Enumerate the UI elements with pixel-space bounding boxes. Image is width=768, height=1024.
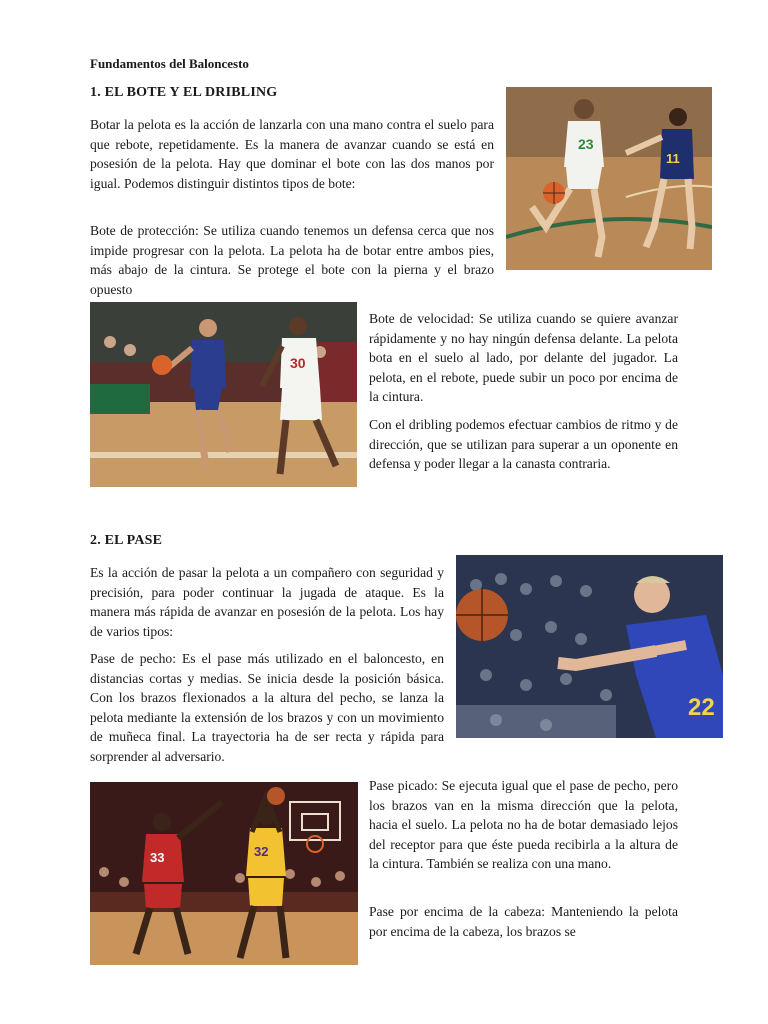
photo-women-dribbling [506,87,712,270]
jersey-number-33: 33 [150,850,165,865]
paragraph-pase-pecho: Pase de pecho: Es el pase más utilizado en el baloncesto, en distancias cortas y medias. Se inicia desde la posición básica. Con los brazos flexionados a la altura del pecho, se lanza la pelota mediante la extensión de los brazos y con un movimiento de muñeca final. La trayectoria ha de ser recta y rápida para sorprender al adversario. [90,651,444,764]
paragraph-pase-intro: Es la acción de pasar la pelota a un compañero con seguridad y precisión, para poder continuar la jugada de ataque. Es la manera más rápida de avanzar en posesión de la pelota. Los hay de varios tipos: [90,565,444,639]
jersey-number-30: 30 [290,355,306,371]
section-heading-bote: 1. EL BOTE Y EL DRIBLING [90,85,278,100]
section-heading-pase: 2. EL PASE [90,533,163,548]
jersey-number-23: 23 [578,136,594,152]
photo-overhead-pass [90,782,358,965]
paragraph-bote-proteccion: Bote de protección: Se utiliza cuando tenemos un defensa cerca que nos impide progresar con la pelota. La pelota ha de botar entre ambos pies, más abajo de la cintura. Se protege el bote con la pierna y el brazo opuesto [90,223,494,297]
jersey-number-22: 22 [688,694,715,721]
document-title: Fundamentos del Baloncesto [90,56,249,71]
paragraph-pase-cabeza: Pase por encima de la cabeza: Manteniendo la pelota por encima de la cabeza, los brazos se [369,904,678,939]
paragraph-pase-picado: Pase picado: Se ejecuta igual que el pase de pecho, pero los brazos van en la misma dirección que la pelota, hacia el suelo. La pelota no ha de botar demasiado lejos del receptor para que éste pueda recibirla a la altura de la cintura. También se realiza con una mano. [369,778,678,872]
paragraph-bote-velocidad: Bote de velocidad: Se utiliza cuando se quiere avanzar rápidamente y no hay ningún defensa delante. La pelota bota en el suelo al lado, por delante del jugador. La pelota, en el rebote, puede subir un poco por encima de la cintura. [369,311,678,405]
photo-men-dribbling [90,302,357,487]
jersey-number-32: 32 [254,844,269,859]
photo-chest-pass [456,555,723,738]
jersey-number-11: 11 [666,151,680,166]
paragraph-dribling: Con el dribling podemos efectuar cambios de ritmo y de dirección, que se utilizan para superar a un oponente en defensa y poder llegar a la canasta contraria. [369,417,678,472]
paragraph-bote-intro: Botar la pelota es la acción de lanzarla con una mano contra el suelo para que rebote, repetidamente. Es la manera de avanzar cuando se está en posesión de la pelota. Hay que dominar el bote con las dos manos por igual. Podemos distinguir distintos tipos de bote: [90,117,494,191]
